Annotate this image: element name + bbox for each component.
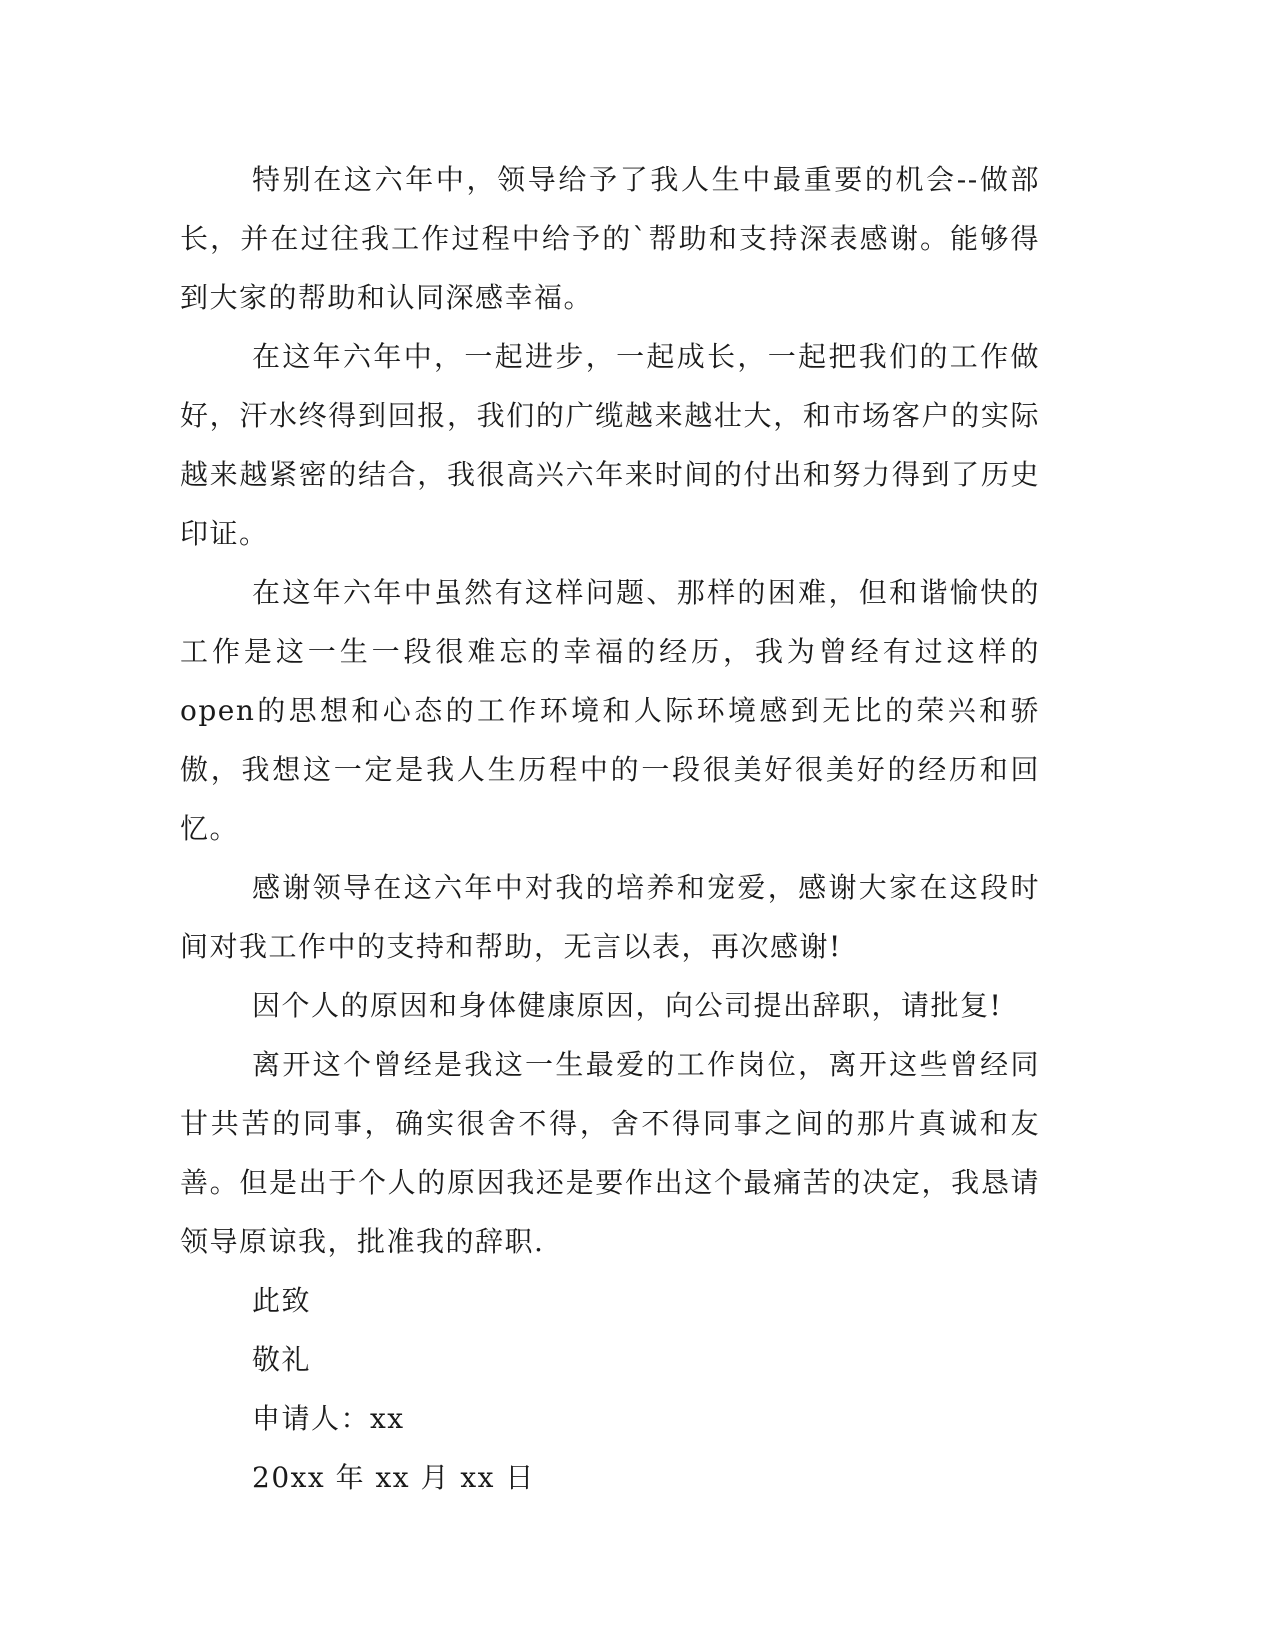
salutation-line: 敬礼	[252, 1343, 312, 1376]
paragraph-2: 在这年六年中，一起进步，一起成长，一起把我们的工作做好，汗水终得到回报，我们的广缆越来越壮大，和市场客户的实际越来越紧密的结合，我很高兴六年来时间的付出和努力得到了历史印证。	[180, 340, 1040, 550]
paragraph-3: 在这年六年中虽然有这样问题、那样的困难，但和谐愉快的工作是这一生一段很难忘的幸福的经历，我为曾经有过这样的open的思想和心态的工作环境和人际环境感到无比的荣兴和骄傲，我想这一定是我人生历程中的一段很美好很美好的经历和回忆。	[180, 576, 1040, 845]
paragraph-6: 离开这个曾经是我这一生最爱的工作岗位，离开这些曾经同甘共苦的同事，确实很舍不得，舍不得同事之间的那片真诚和友善。但是出于个人的原因我还是要作出这个最痛苦的决定，我恳请领导原谅我，批准我的辞职.	[180, 1048, 1040, 1258]
applicant-line: 申请人：xx	[252, 1402, 405, 1435]
closing-line: 此致	[252, 1284, 312, 1317]
date-line: 20xx 年 xx 月 xx 日	[252, 1461, 535, 1494]
paragraph-5: 因个人的原因和身体健康原因，向公司提出辞职，请批复!	[252, 989, 1003, 1022]
paragraph-4: 感谢领导在这六年中对我的培养和宠爱，感谢大家在这段时间对我工作中的支持和帮助，无言以表，再次感谢!	[180, 871, 1040, 963]
paragraph-1: 特别在这六年中，领导给予了我人生中最重要的机会--做部长，并在过往我工作过程中给予的`帮助和支持深表感谢。能够得到大家的帮助和认同深感幸福。	[180, 163, 1040, 314]
letter-body	[180, 150, 1040, 1507]
